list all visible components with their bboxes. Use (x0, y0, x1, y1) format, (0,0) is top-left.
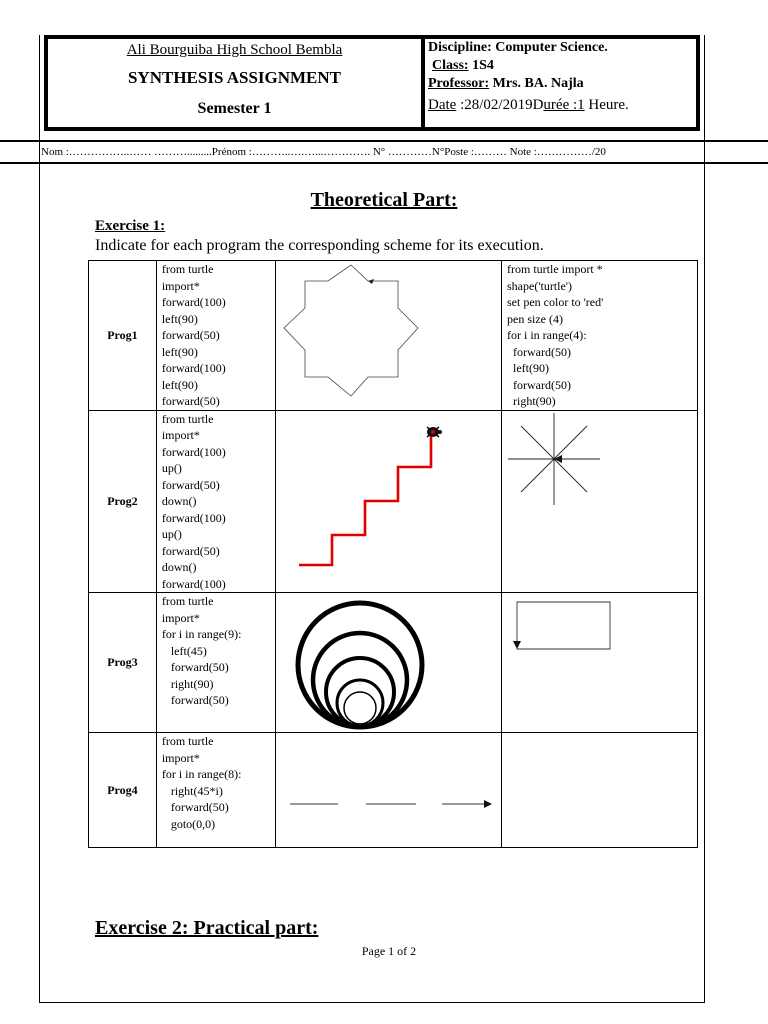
code-line: import* (161, 428, 200, 442)
student-id-line: Nom :……………..…… ……….........Prénom :………..….…...…………. N° …………N°Poste :……… Note :……………/20 (0, 140, 768, 164)
code-line: forward(100) (161, 444, 226, 459)
class-line (428, 57, 696, 75)
programs-table (88, 260, 698, 848)
header-box (44, 35, 700, 131)
code-line: forward(50) (507, 344, 571, 359)
code-line: forward(50) (161, 800, 229, 814)
date-value: :28/02/2019D (456, 97, 544, 113)
code-line: from turtle (161, 411, 214, 426)
dashes-drawing (276, 733, 501, 846)
code-line: down() (161, 560, 197, 574)
class-label: Class: (432, 58, 469, 73)
code-line: left(90) (161, 344, 198, 359)
code-line: import* (161, 750, 200, 765)
code-line: left(90) (161, 377, 198, 392)
empty-cell (502, 733, 698, 848)
code-line: up() (161, 527, 182, 541)
code-line: from turtle (161, 594, 214, 608)
professor-label: Professor: (428, 76, 490, 91)
code-line: forward(50) (161, 543, 220, 558)
professor-line (428, 75, 696, 93)
exercise2-title: Exercise 2: Practical part: (95, 917, 319, 939)
scheme-asterisk (502, 410, 698, 593)
code-line: import* (161, 278, 200, 293)
code-line: for i in range(4): (507, 328, 587, 342)
code-line: forward(50) (161, 328, 220, 342)
code-line: forward(100) (161, 510, 226, 525)
professor-value: Mrs. BA. Najla (489, 76, 584, 91)
prog-label: Prog1 (89, 261, 157, 411)
right-code (502, 261, 698, 411)
code-line: forward(50) (161, 477, 220, 492)
table-row (89, 593, 698, 733)
code-line: forward(50) (161, 394, 220, 408)
semester-label: Semester 1 (197, 100, 272, 117)
code-line: down() (161, 494, 197, 508)
table-row (89, 410, 698, 593)
code-line: set pen color to 'red' (507, 295, 604, 309)
scheme-star (275, 261, 501, 411)
code-line: left(45) (161, 643, 207, 658)
table-row (89, 261, 698, 411)
exercise1-instruction: Indicate for each program the corresponding scheme for its execution. (95, 237, 544, 254)
scheme-rectangle (502, 593, 698, 733)
code-line: right(90) (161, 676, 214, 691)
school-name: Ali Bourguiba High School Bembla (126, 42, 343, 58)
class-value: 1S4 (468, 58, 494, 73)
code-line: forward(100) (161, 361, 226, 375)
rectangle-drawing (502, 593, 697, 731)
prog-code (156, 410, 275, 593)
code-line: for i in range(9): (161, 627, 242, 641)
circles-drawing (276, 593, 501, 731)
code-line: from turtle (161, 262, 214, 276)
code-line: shape('turtle') (507, 278, 572, 293)
page-number: Page 1 of 2 (361, 944, 417, 958)
scheme-staircase (275, 410, 501, 593)
date-label: Date (428, 97, 457, 113)
star-drawing (276, 261, 501, 407)
asterisk-drawing (502, 411, 697, 590)
code-line: forward(100) (161, 576, 226, 591)
code-line: pen size (4) (507, 311, 563, 326)
date-line (428, 96, 696, 114)
staircase-drawing (276, 411, 501, 590)
code-line: left(90) (161, 311, 198, 326)
table-row (89, 733, 698, 848)
code-line: left(90) (507, 361, 549, 375)
code-line: up() (161, 461, 182, 475)
code-line: right(45*i) (161, 783, 223, 798)
code-line: goto(0,0) (161, 816, 216, 831)
prog-label: Prog4 (89, 733, 157, 848)
code-line: from turtle import * (507, 262, 603, 276)
prog-code (156, 733, 275, 848)
discipline: Discipline: Computer Science. (428, 40, 608, 55)
duree-label: urée :1 (543, 97, 585, 113)
code-line: forward(100) (161, 295, 226, 309)
code-line: right(90) (507, 394, 556, 408)
turtle-icon (427, 427, 442, 437)
duree-value: Heure. (584, 97, 629, 113)
header-right (425, 39, 696, 127)
prog-label: Prog3 (89, 593, 157, 733)
exercise1-title: Exercise 1: (95, 218, 166, 234)
code-line: forward(50) (161, 660, 229, 674)
theory-title: Theoretical Part: (310, 189, 458, 211)
code-line: forward(50) (507, 377, 571, 392)
prog-code (156, 593, 275, 733)
code-line: import* (161, 610, 200, 625)
assignment-title: SYNTHESIS ASSIGNMENT (127, 68, 342, 87)
code-line: from turtle (161, 734, 214, 748)
scheme-dashes (275, 733, 501, 848)
code-line: for i in range(8): (161, 767, 242, 781)
header-left (48, 39, 425, 127)
prog-label: Prog2 (89, 410, 157, 593)
code-line: forward(50) (161, 693, 229, 707)
prog-code (156, 261, 275, 411)
scheme-circles (275, 593, 501, 733)
